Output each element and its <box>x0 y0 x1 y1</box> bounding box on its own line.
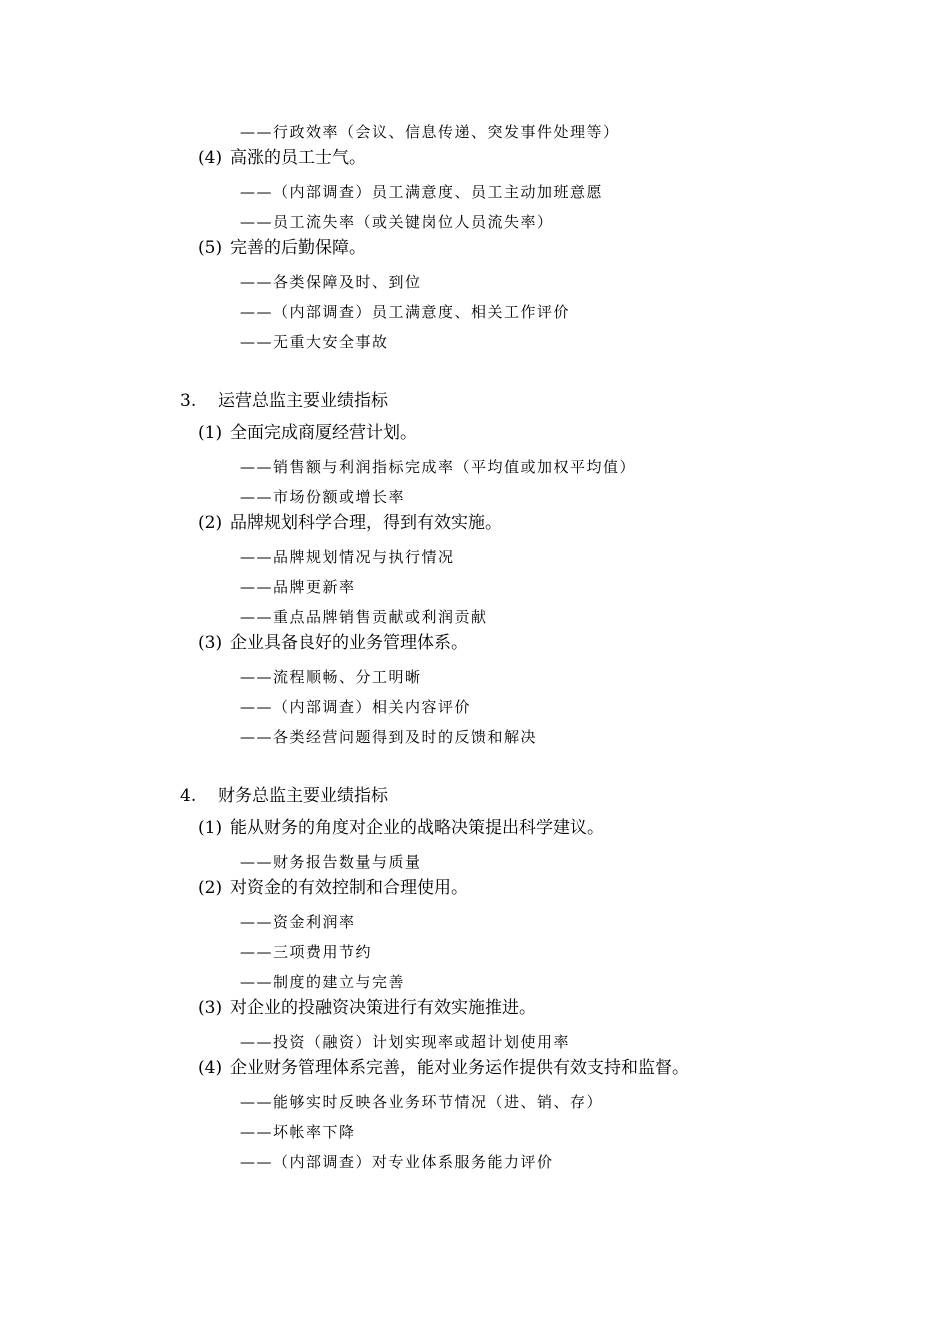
goal-item <box>198 240 366 257</box>
indicator-line: ——品牌规划情况与执行情况 <box>240 548 455 566</box>
goal-text: 对资金的有效控制和合理使用。 <box>230 878 468 898</box>
indicator-line: ——坏帐率下降 <box>240 1123 356 1141</box>
indicator-line: ——（内部调查）对专业体系服务能力评价 <box>240 1153 554 1171</box>
indicator-line: ——行政效率（会议、信息传递、突发事件处理等） <box>240 123 620 141</box>
indicator-line: ——流程顺畅、分工明晰 <box>240 668 422 686</box>
goal-number: (1) <box>198 818 223 838</box>
indicator-line: ——财务报告数量与质量 <box>240 853 422 871</box>
goal-text: 完善的后勤保障。 <box>230 238 366 258</box>
indicator-line: ——制度的建立与完善 <box>240 973 406 991</box>
indicator-line: ——三项费用节约 <box>240 943 373 961</box>
goal-item <box>198 515 502 532</box>
indicator-line: ——资金利润率 <box>240 913 356 931</box>
section-title: 财务总监主要业绩指标 <box>218 786 388 806</box>
section-heading <box>180 393 388 410</box>
goal-item <box>198 1060 689 1077</box>
section-heading <box>180 788 388 805</box>
goal-number: (2) <box>198 878 223 898</box>
section-number: 4. <box>180 786 197 806</box>
indicator-line: ——投资（融资）计划实现率或超计划使用率 <box>240 1033 571 1051</box>
goal-number: (5) <box>198 238 223 258</box>
goal-text: 企业具备良好的业务管理体系。 <box>230 633 468 653</box>
goal-item <box>198 150 366 167</box>
indicator-line: ——员工流失率（或关键岗位人员流失率） <box>240 213 554 231</box>
indicator-line: ——各类保障及时、到位 <box>240 273 422 291</box>
goal-item <box>198 1000 536 1017</box>
indicator-line: ——无重大安全事故 <box>240 333 389 351</box>
indicator-line: ——各类经营问题得到及时的反馈和解决 <box>240 728 538 746</box>
section-title: 运营总监主要业绩指标 <box>218 391 388 411</box>
goal-text: 企业财务管理体系完善，能对业务运作提供有效支持和监督。 <box>230 1058 689 1078</box>
indicator-line: ——品牌更新率 <box>240 578 356 596</box>
goal-number: (4) <box>198 1058 223 1078</box>
indicator-line: ——能够实时反映各业务环节情况（进、销、存） <box>240 1093 604 1111</box>
goal-text: 全面完成商厦经营计划。 <box>230 423 417 443</box>
goal-number: (2) <box>198 513 223 533</box>
indicator-line: ——（内部调查）员工满意度、员工主动加班意愿 <box>240 183 604 201</box>
goal-item <box>198 425 417 442</box>
goal-text: 对企业的投融资决策进行有效实施推进。 <box>230 998 536 1018</box>
goal-item <box>198 880 468 897</box>
indicator-line: ——（内部调查）员工满意度、相关工作评价 <box>240 303 571 321</box>
goal-item <box>198 635 468 652</box>
goal-text: 高涨的员工士气。 <box>230 148 366 168</box>
indicator-line: ——（内部调查）相关内容评价 <box>240 698 472 716</box>
goal-number: (1) <box>198 423 223 443</box>
indicator-line: ——重点品牌销售贡献或利润贡献 <box>240 608 488 626</box>
goal-text: 品牌规划科学合理，得到有效实施。 <box>230 513 502 533</box>
goal-text: 能从财务的角度对企业的战略决策提出科学建议。 <box>230 818 604 838</box>
goal-number: (4) <box>198 148 223 168</box>
goal-item <box>198 820 604 837</box>
goal-number: (3) <box>198 633 223 653</box>
goal-number: (3) <box>198 998 223 1018</box>
indicator-line: ——市场份额或增长率 <box>240 488 406 506</box>
section-number: 3. <box>180 391 197 411</box>
indicator-line: ——销售额与利润指标完成率（平均值或加权平均值） <box>240 458 637 476</box>
